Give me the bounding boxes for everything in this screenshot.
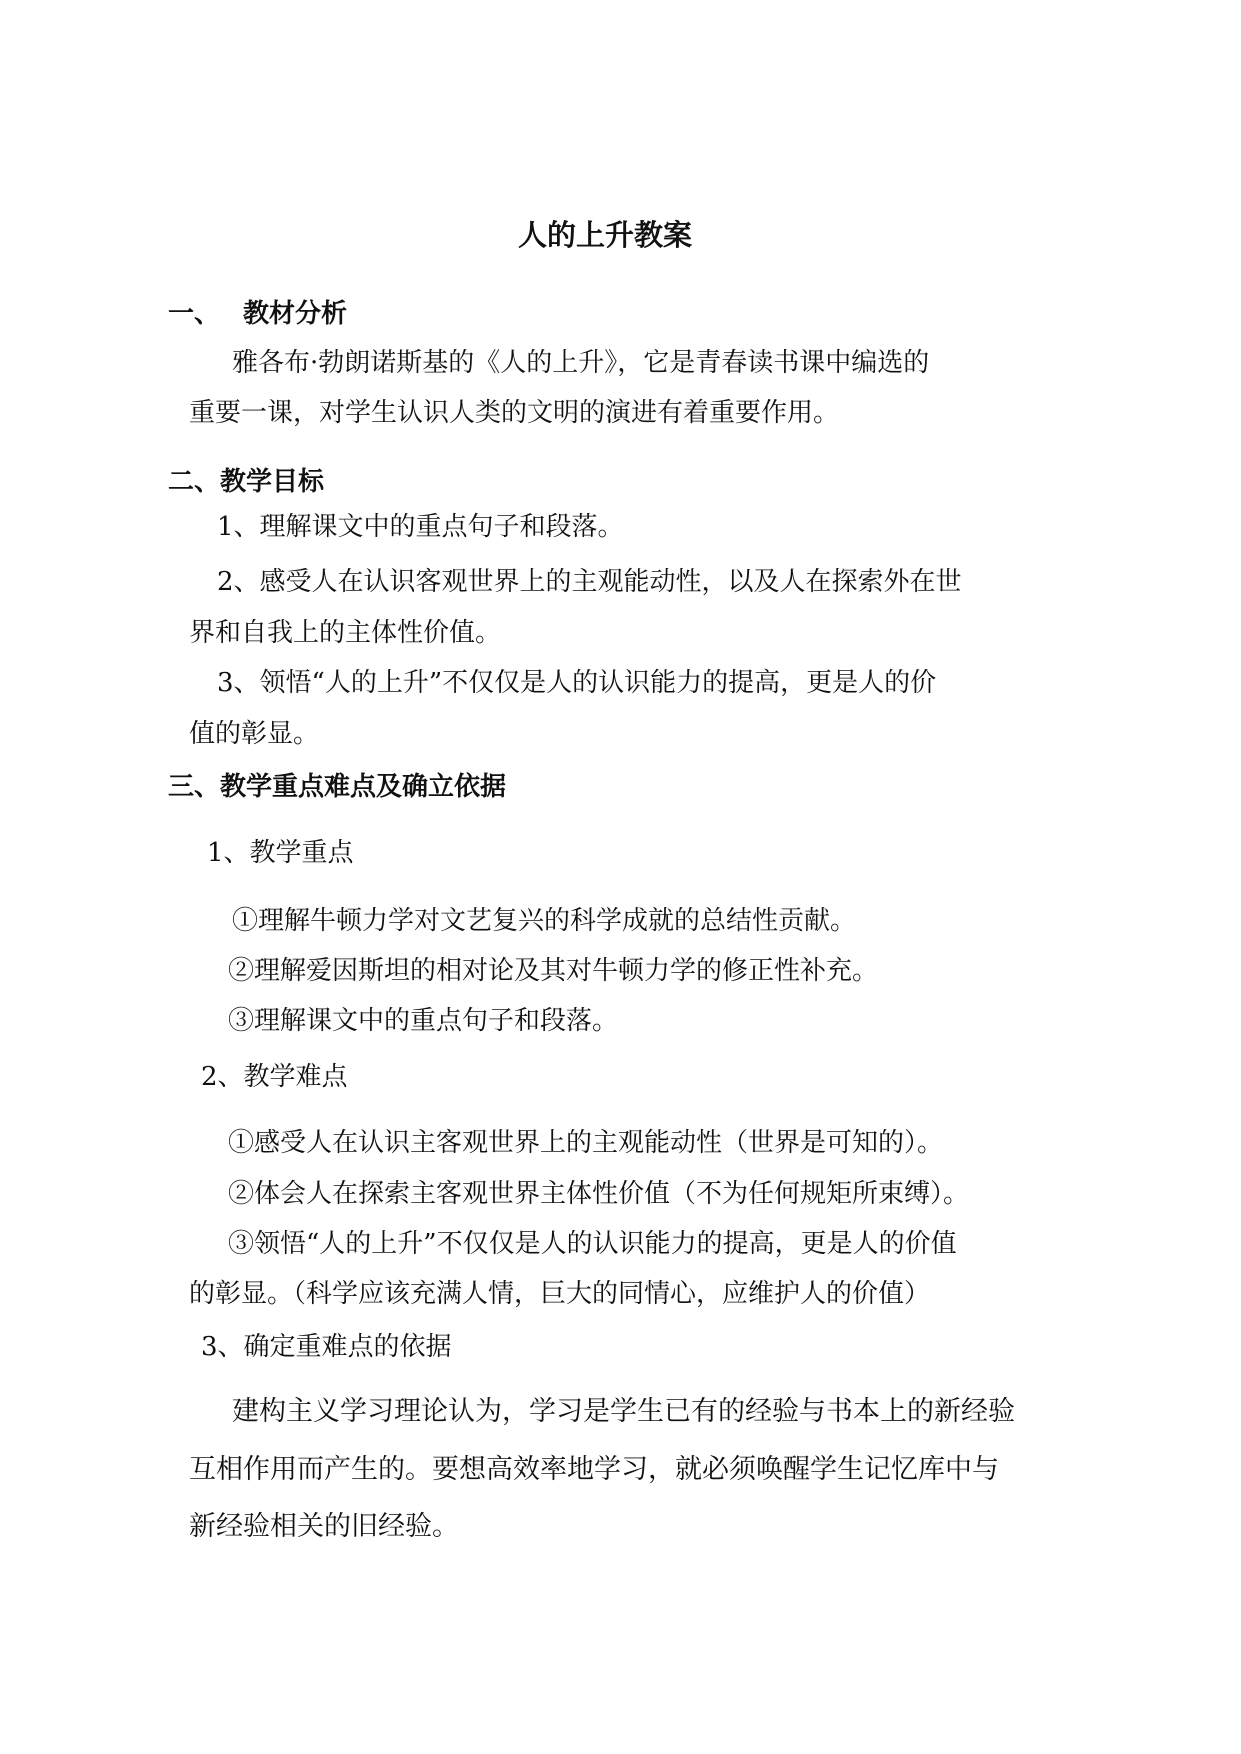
sub-1-label: 1、教学重点 [207,838,354,868]
sub-2-item-4: 的彰显。（科学应该充满人情，巨大的同情心，应维护人的价值） [189,1279,931,1309]
section-1-heading: 教材分析 [243,299,348,329]
sub-1-item-1: ①理解牛顿力学对文艺复兴的科学成就的总结性贡献。 [232,906,857,936]
section-2-line-4: 3、领悟“人的上升”不仅仅是人的认识能力的提高，更是人的价 [217,668,937,698]
sub-3-label: 3、确定重难点的依据 [201,1332,452,1362]
section-1-line-2: 重要一课，对学生认识人类的文明的演进有着重要作用。 [189,398,840,428]
sub-2-item-1: ①感受人在认识主客观世界上的主观能动性（世界是可知的）。 [228,1128,944,1158]
sub-3-line-2: 互相作用而产生的。要想高效率地学习，就必须唤醒学生记忆库中与 [189,1454,999,1485]
sub-2-item-2: ②体会人在探索主客观世界主体性价值（不为任何规矩所束缚）。 [228,1179,970,1209]
sub-1-item-2: ②理解爱因斯坦的相对论及其对牛顿力学的修正性补充。 [228,956,879,986]
section-1-number: 一、 [168,299,221,329]
sub-3-line-1: 建构主义学习理论认为，学习是学生已有的经验与书本上的新经验 [232,1396,1015,1427]
section-3-heading: 三、教学重点难点及确立依据 [168,772,507,802]
section-1-line-1: 雅各布·勃朗诺斯基的《人的上升》，它是青春读书课中编选的 [232,348,930,378]
section-2-heading: 二、教学目标 [168,467,325,497]
section-2-line-2: 2、感受人在认识客观世界上的主观能动性，以及人在探索外在世 [217,567,962,597]
sub-2-item-3: ③领悟“人的上升”不仅仅是人的认识能力的提高，更是人的价值 [228,1229,957,1259]
sub-2-label: 2、教学难点 [201,1062,348,1092]
page-title: 人的上升教案 [518,218,693,252]
section-2-line-1: 1、理解课文中的重点句子和段落。 [217,512,624,542]
sub-1-item-3: ③理解课文中的重点句子和段落。 [228,1006,619,1036]
section-2-line-3: 界和自我上的主体性价值。 [189,618,502,648]
sub-3-line-3: 新经验相关的旧经验。 [189,1511,459,1542]
section-2-line-5: 值的彰显。 [189,719,320,749]
